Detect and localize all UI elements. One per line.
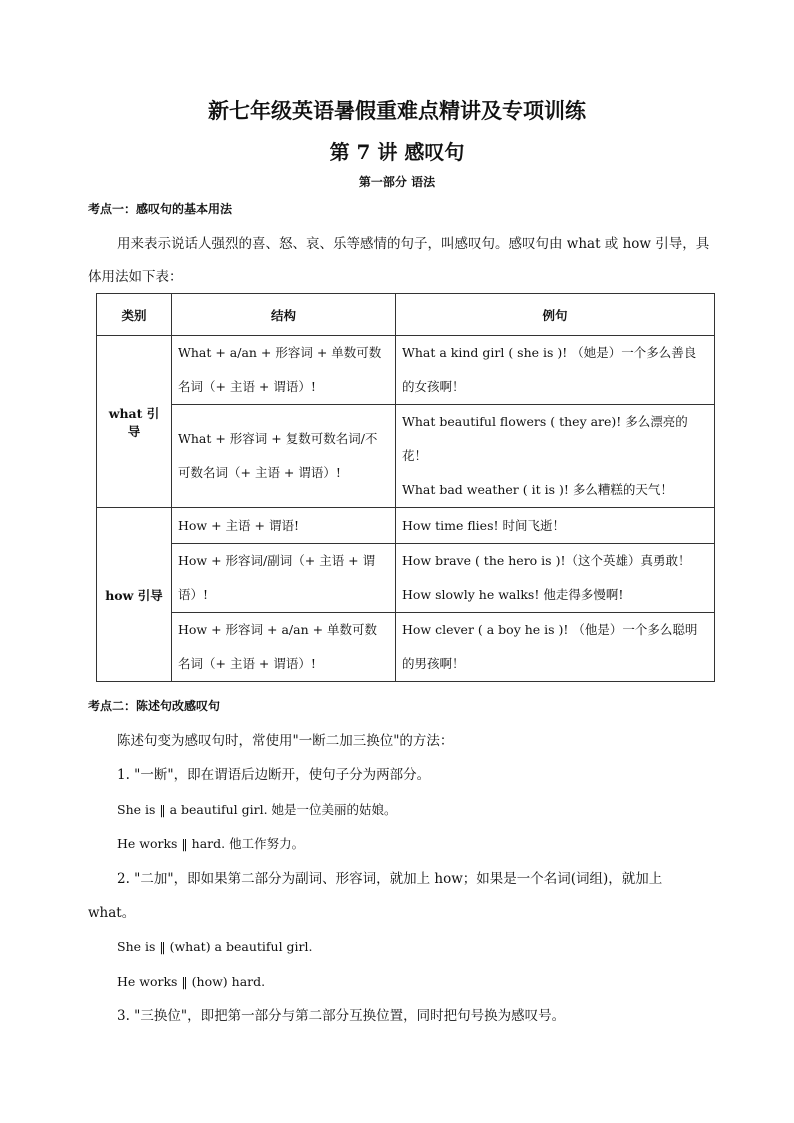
example-cell: [396, 405, 715, 508]
structure-cell: [172, 613, 396, 682]
example-line: How clever ( a boy he is )! （他是）一个多么聪明: [402, 622, 698, 637]
structure-line: How + 主语 + 谓语!: [178, 517, 299, 533]
example-cell: [396, 336, 715, 405]
example-line: What bad weather ( it is )! 多么糟糕的天气！: [402, 482, 673, 497]
example-line: How brave ( the hero is )!（这个英雄）真勇敢！: [402, 553, 691, 568]
example-line: What beautiful flowers ( they are)! 多么漂亮的花！: [402, 414, 688, 463]
point1-intro-line1: 用来表示说话人强烈的喜、怒、哀、乐等感情的句子，叫感叹句。感叹句由 what 或 how 引导，具: [117, 236, 710, 252]
example-sentence: She is ‖ a beautiful girl. 她是一位美丽的姑娘。: [117, 802, 397, 817]
structure-line: 名词（+ 主语 + 谓语）!: [178, 656, 316, 671]
table-header-row: [97, 294, 715, 336]
example-sentence: She is ‖ (what) a beautiful girl.: [117, 939, 313, 954]
structure-cell: [172, 405, 396, 508]
example-sentence: He works ‖ (how) hard.: [117, 974, 266, 989]
structure-cell: [172, 544, 396, 613]
example-sentence: He works ‖ hard. 他工作努力。: [117, 836, 305, 851]
structure-line: How + 形容词 + a/an + 单数可数: [178, 622, 378, 637]
structure-cell: [172, 336, 396, 405]
example-line: What a kind girl ( she is )! （她是）一个多么善良: [402, 345, 697, 360]
example-line: How slowly he walks! 他走得多慢啊!: [402, 587, 624, 602]
structure-line: How + 形容词/副词（+ 主语 + 谓: [178, 553, 376, 568]
structure-line: 语）!: [178, 587, 209, 602]
point2-intro: 陈述句变为感叹句时，常使用"一断二加三换位"的方法：: [117, 733, 454, 749]
example-line: 的男孩啊！: [402, 656, 465, 671]
example-line: How time flies! 时间飞逝！: [402, 517, 565, 533]
document-title: 新七年级英语暑假重难点精讲及专项训练: [208, 98, 586, 123]
table-header: 类别: [97, 294, 172, 336]
point1-heading: 考点一：感叹句的基本用法: [88, 202, 233, 216]
table-row: [97, 544, 715, 613]
step2-text-line2: what。: [88, 905, 136, 921]
table-row: [97, 613, 715, 682]
table-row: [97, 405, 715, 508]
example-cell: [396, 508, 715, 544]
table-row: [97, 336, 715, 405]
table-header: 例句: [396, 294, 715, 336]
table-row: [97, 508, 715, 544]
category-what: what 引导: [97, 336, 172, 508]
table-header: 结构: [172, 294, 396, 336]
structure-line: 可数名词（+ 主语 + 谓语）!: [178, 465, 341, 480]
lecture-title: 第 7 讲 感叹句: [329, 140, 465, 164]
step2-text-line1: 2. "二加"，即如果第二部分为副词、形容词，就加上 how；如果是一个名词(词组)，就加上: [117, 871, 663, 887]
point2-heading: 考点二：陈述句改感叹句: [88, 699, 221, 713]
structure-cell: [172, 508, 396, 544]
structure-line: What + a/an + 形容词 + 单数可数: [178, 345, 382, 360]
point1-intro-line2: 体用法如下表：: [88, 269, 183, 285]
step3-text: 3. "三换位"，即把第一部分与第二部分互换位置，同时把句号换为感叹号。: [117, 1008, 566, 1024]
example-line: 的女孩啊！: [402, 379, 465, 394]
part-title: 第一部分 语法: [358, 175, 436, 189]
example-cell: [396, 613, 715, 682]
exclamation-table: [96, 293, 715, 682]
structure-line: What + 形容词 + 复数可数名词/不: [178, 431, 378, 446]
category-how: how 引导: [97, 508, 172, 682]
example-cell: [396, 544, 715, 613]
structure-line: 名词（+ 主语 + 谓语）!: [178, 379, 316, 394]
step1-text: 1. "一断"，即在谓语后边断开，使句子分为两部分。: [117, 767, 431, 783]
